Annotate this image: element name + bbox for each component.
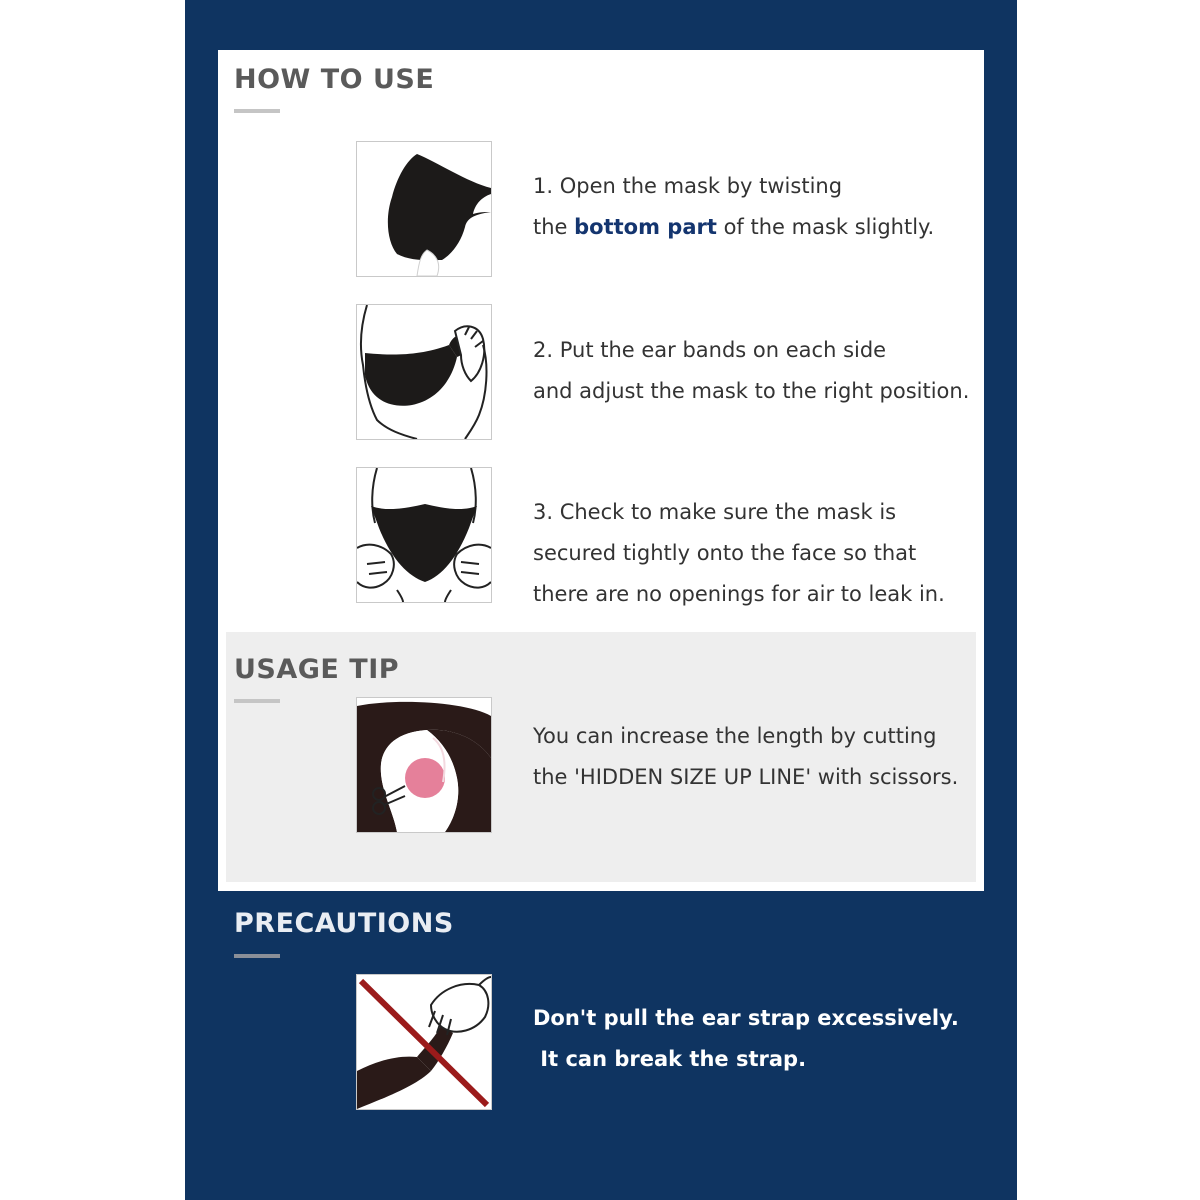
how-to-use-heading: HOW TO USE	[234, 64, 435, 95]
step-2-line-2: and adjust the mask to the right position.	[533, 379, 970, 403]
mask-fold-icon	[356, 141, 492, 277]
no-pull-strap-icon	[356, 974, 492, 1110]
how-to-use-underline	[234, 109, 280, 113]
step-3-text	[533, 492, 945, 615]
step-3-line-3: there are no openings for air to leak in.	[533, 582, 945, 606]
face-fit-icon	[356, 467, 492, 603]
step-1-text	[533, 166, 934, 248]
usage-tip-heading: USAGE TIP	[234, 654, 400, 685]
step-1-line-2-post: of the mask slightly.	[716, 215, 935, 239]
usage-tip-line-1: You can increase the length by cutting	[533, 724, 937, 748]
precautions-line-2: It can break the strap.	[533, 1047, 807, 1071]
step-2-line-1: 2. Put the ear bands on each side	[533, 338, 887, 362]
bottom-part-highlight: bottom part	[574, 215, 717, 239]
precautions-text	[533, 998, 959, 1080]
ear-band-icon	[356, 304, 492, 440]
precautions-line-1: Don't pull the ear strap excessively.	[533, 1006, 959, 1030]
step-1-line-2	[533, 207, 934, 248]
step-2-text	[533, 330, 969, 412]
step-3-line-2: secured tightly onto the face so that	[533, 541, 917, 565]
step-3-line-1: 3. Check to make sure the mask is	[533, 500, 897, 524]
usage-tip-line-2: the 'HIDDEN SIZE UP LINE' with scissors.	[533, 765, 959, 789]
precautions-underline	[234, 954, 280, 958]
precautions-heading: PRECAUTIONS	[234, 908, 454, 939]
step-1-line-1: 1. Open the mask by twisting	[533, 174, 843, 198]
usage-tip-underline	[234, 699, 280, 703]
size-up-line-icon	[356, 697, 492, 833]
step-1-line-2-pre: the	[533, 215, 575, 239]
usage-tip-text	[533, 716, 958, 798]
